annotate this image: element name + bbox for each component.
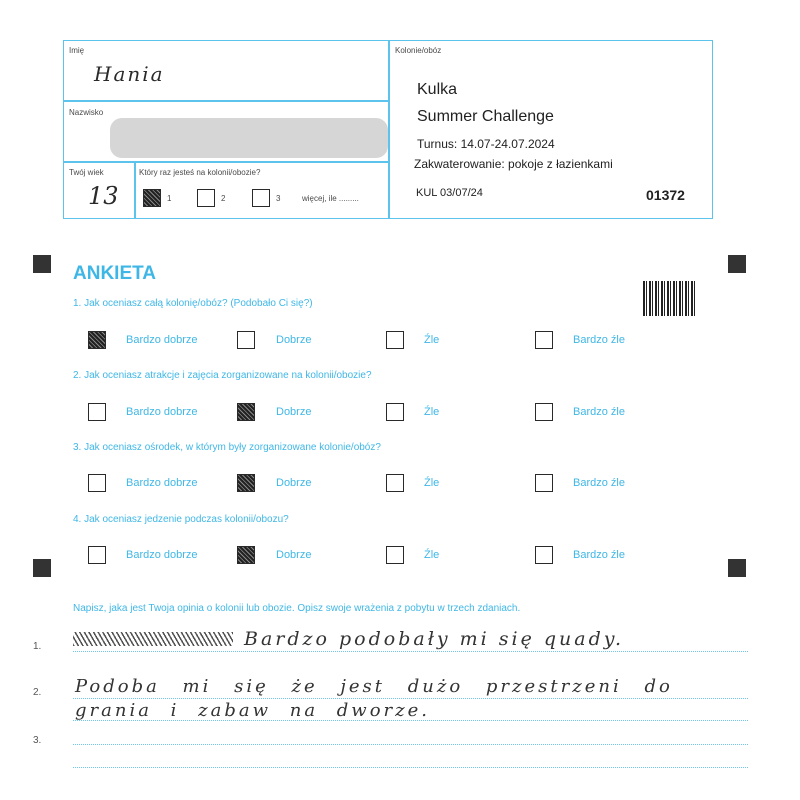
q2-checkbox-very-good[interactable] [88,403,106,421]
q2-checkbox-bad[interactable] [386,403,404,421]
registration-marker-top-left [33,255,51,273]
age-value[interactable]: 13 [88,182,119,210]
times-option-2: 2 [221,194,226,203]
question-2: 2. Jak oceniasz atrakcje i zajęcia zorganizowane na kolonii/obozie? [73,370,372,381]
question-1: 1. Jak oceniasz całą kolonię/obóz? (Podobało Ci się?) [73,298,313,309]
times-label: Który raz jesteś na kolonii/obozie? [139,168,261,177]
camp-name: Kulka [417,81,458,98]
registration-marker-bottom-right [728,559,746,577]
q4-checkbox-bad[interactable] [386,546,404,564]
q4-checkbox-very-bad[interactable] [535,546,553,564]
answer-line-1 [73,651,748,652]
times-option-1: 1 [167,194,172,203]
answer-text-2[interactable]: Podoba mi się że jest dużo przestrzeni do [75,676,673,697]
name-label: Imię [69,46,85,55]
answer-text-2b[interactable]: grania i zabaw na dworze. [75,700,431,721]
line-number-1: 1. [33,641,42,652]
camp-program: Summer Challenge [417,108,554,125]
age-label: Twój wiek [69,168,104,177]
times-checkbox-3[interactable] [252,189,270,207]
header-divider-name [63,100,388,102]
surname-label: Nazwisko [69,108,104,117]
q4-option-good: Dobrze [276,549,312,561]
q3-option-bad: Źle [424,477,440,489]
q1-checkbox-very-good[interactable] [88,331,106,349]
q1-option-very-bad: Bardzo źle [573,334,625,346]
q3-checkbox-very-good[interactable] [88,474,106,492]
scribble-crossed-out [73,632,233,646]
q2-option-very-bad: Bardzo źle [573,406,625,418]
times-checkbox-1[interactable] [143,189,161,207]
answer-line-4 [73,744,748,745]
opinion-prompt: Napisz, jaka jest Twoja opinia o kolonii lub obozie. Opisz swoje wrażenia z pobytu w trzech zdaniach. [73,603,521,614]
q2-checkbox-good[interactable] [237,403,255,421]
answer-line-5 [73,767,748,768]
q4-checkbox-good[interactable] [237,546,255,564]
line-number-3: 3. [33,735,42,746]
q3-option-good: Dobrze [276,477,312,489]
question-4: 4. Jak oceniasz jedzenie podczas kolonii/obozu? [73,514,289,525]
camp-label: Kolonie/obóz [395,46,442,55]
q2-checkbox-very-bad[interactable] [535,403,553,421]
camp-accommodation: Zakwaterowanie: pokoje z łazienkami [414,157,613,171]
barcode [643,281,697,316]
answer-text-1[interactable]: Bardzo podobały mi się quady. [244,628,625,650]
name-value[interactable]: Hania [94,62,165,86]
camp-turnus: Turnus: 14.07-24.07.2024 [417,137,555,151]
survey-title: ANKIETA [73,263,157,284]
q3-checkbox-bad[interactable] [386,474,404,492]
q4-option-very-good: Bardzo dobrze [126,549,198,561]
form-number: 01372 [646,187,685,203]
header-divider-surname [63,161,388,163]
registration-marker-top-right [728,255,746,273]
line-number-2: 2. [33,687,42,698]
q2-option-good: Dobrze [276,406,312,418]
q1-option-good: Dobrze [276,334,312,346]
times-more: więcej, ile ......... [302,194,359,203]
q3-checkbox-good[interactable] [237,474,255,492]
q4-option-very-bad: Bardzo źle [573,549,625,561]
surname-redacted [110,118,388,158]
times-checkbox-2[interactable] [197,189,215,207]
q1-checkbox-bad[interactable] [386,331,404,349]
q1-checkbox-good[interactable] [237,331,255,349]
q1-option-very-good: Bardzo dobrze [126,334,198,346]
q3-option-very-good: Bardzo dobrze [126,477,198,489]
q4-option-bad: Źle [424,549,440,561]
q4-checkbox-very-good[interactable] [88,546,106,564]
q1-checkbox-very-bad[interactable] [535,331,553,349]
header-divider-age [134,161,136,219]
q3-option-very-bad: Bardzo źle [573,477,625,489]
q2-option-bad: Źle [424,406,440,418]
q3-checkbox-very-bad[interactable] [535,474,553,492]
registration-marker-bottom-left [33,559,51,577]
header-divider-vertical [388,40,390,219]
question-3: 3. Jak oceniasz ośrodek, w którym były zorganizowane kolonie/obóz? [73,442,381,453]
times-option-3: 3 [276,194,281,203]
answer-line-2 [73,698,748,699]
q2-option-very-good: Bardzo dobrze [126,406,198,418]
camp-code: KUL 03/07/24 [416,187,483,199]
q1-option-bad: Źle [424,334,440,346]
